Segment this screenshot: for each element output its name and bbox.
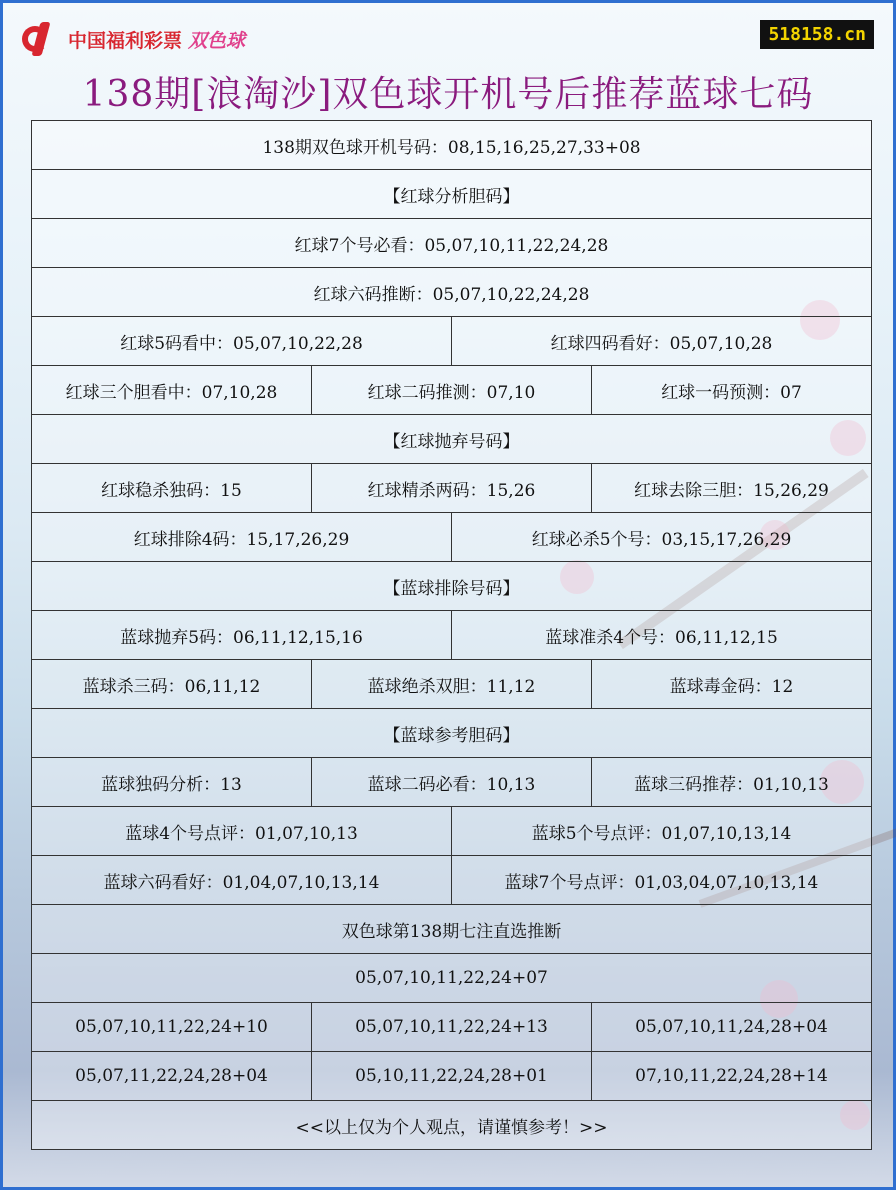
table-cell: 蓝球抛弃5码：06,11,12,15,16 — [32, 611, 452, 660]
table-cell: 红球精杀两码：15,26 — [312, 464, 592, 513]
table-cell: 【红球分析胆码】 — [32, 170, 872, 219]
table-row — [32, 268, 872, 317]
table-cell: <<以上仅为个人观点，请谨慎参考！>> — [32, 1101, 872, 1150]
table-cell: 红球排除4码：15,17,26,29 — [32, 513, 452, 562]
table-cell: 红球四码看好：05,07,10,28 — [452, 317, 872, 366]
table-row — [32, 807, 872, 856]
table-cell: 蓝球4个号点评：01,07,10,13 — [32, 807, 452, 856]
table-row — [32, 611, 872, 660]
table-cell: 蓝球二码必看：10,13 — [312, 758, 592, 807]
table-cell: 蓝球六码看好：01,04,07,10,13,14 — [32, 856, 452, 905]
table-cell: 05,07,10,11,22,24+07 — [32, 954, 872, 1003]
table-row — [32, 464, 872, 513]
table-row — [32, 170, 872, 219]
table-cell: 红球7个号必看：05,07,10,11,22,24,28 — [32, 219, 872, 268]
table-row — [32, 562, 872, 611]
table-row — [32, 317, 872, 366]
table-row — [32, 954, 872, 1003]
table-cell: 05,07,10,11,22,24+13 — [312, 1003, 592, 1052]
table-cell: 蓝球三码推荐：01,10,13 — [592, 758, 872, 807]
table-cell: 红球三个胆看中：07,10,28 — [32, 366, 312, 415]
table-cell: 蓝球杀三码：06,11,12 — [32, 660, 312, 709]
prediction-table — [31, 120, 872, 1150]
table-cell: 红球去除三胆：15,26,29 — [592, 464, 872, 513]
table-row — [32, 415, 872, 464]
table-cell: 蓝球独码分析：13 — [32, 758, 312, 807]
table-cell: 05,10,11,22,24,28+01 — [312, 1052, 592, 1101]
table-cell: 蓝球绝杀双胆：11,12 — [312, 660, 592, 709]
table-row — [32, 1101, 872, 1150]
table-cell: 05,07,10,11,22,24+10 — [32, 1003, 312, 1052]
table-cell: 【红球抛弃号码】 — [32, 415, 872, 464]
site-badge[interactable]: 518158.cn — [760, 20, 874, 49]
table-row — [32, 366, 872, 415]
table-cell: 蓝球5个号点评：01,07,10,13,14 — [452, 807, 872, 856]
table-cell: 蓝球毒金码：12 — [592, 660, 872, 709]
table-row — [32, 758, 872, 807]
lottery-logo — [18, 22, 245, 56]
table-row — [32, 1003, 872, 1052]
table-cell: 红球必杀5个号：03,15,17,26,29 — [452, 513, 872, 562]
table-cell: 红球一码预测：07 — [592, 366, 872, 415]
table-cell: 蓝球准杀4个号：06,11,12,15 — [452, 611, 872, 660]
table-row — [32, 513, 872, 562]
logo-text-ssq: 双色球 — [188, 29, 246, 52]
table-cell: 【蓝球排除号码】 — [32, 562, 872, 611]
lottery-logo-icon — [18, 22, 62, 56]
table-cell: 05,07,10,11,24,28+04 — [592, 1003, 872, 1052]
table-cell: 红球二码推测：07,10 — [312, 366, 592, 415]
table-row — [32, 856, 872, 905]
table-cell: 红球六码推断：05,07,10,22,24,28 — [32, 268, 872, 317]
table-row — [32, 709, 872, 758]
table-row — [32, 121, 872, 170]
table-row — [32, 219, 872, 268]
table-cell: 05,07,11,22,24,28+04 — [32, 1052, 312, 1101]
page-title: 138期[浪淘沙]双色球开机号后推荐蓝球七码 — [82, 74, 814, 115]
table-cell: 【蓝球参考胆码】 — [32, 709, 872, 758]
table-row — [32, 660, 872, 709]
table-cell: 红球稳杀独码：15 — [32, 464, 312, 513]
logo-text: 中国福利彩票 — [68, 29, 183, 52]
table-row — [32, 1052, 872, 1101]
table-cell: 红球5码看中：05,07,10,22,28 — [32, 317, 452, 366]
table-cell: 138期双色球开机号码：08,15,16,25,27,33+08 — [32, 121, 872, 170]
table-row — [32, 905, 872, 954]
table-cell: 双色球第138期七注直选推断 — [32, 905, 872, 954]
table-cell: 07,10,11,22,24,28+14 — [592, 1052, 872, 1101]
table-cell: 蓝球7个号点评：01,03,04,07,10,13,14 — [452, 856, 872, 905]
